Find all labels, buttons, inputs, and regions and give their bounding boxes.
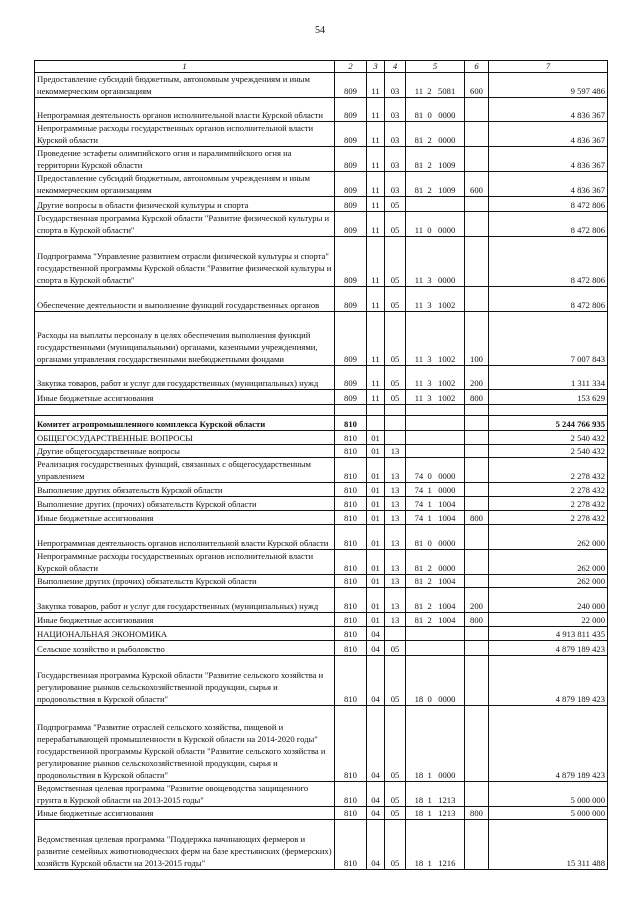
cell-subsection: 03	[385, 147, 406, 172]
cell-subsection: 13	[385, 497, 406, 511]
cell-amount: 2 540 432	[489, 431, 608, 445]
cell-section: 01	[367, 497, 385, 511]
cell-amount: 8 472 806	[489, 197, 608, 212]
cell-subsection	[385, 405, 406, 416]
cell-name: Иные бюджетные ассигнования	[35, 511, 335, 525]
cell-expense-type	[465, 445, 489, 458]
cell-section: 11	[367, 237, 385, 287]
cell-subsection: 05	[385, 782, 406, 807]
cell-grbs: 810	[335, 641, 367, 656]
cell-amount: 22 000	[489, 613, 608, 627]
cell-amount: 4 836 367	[489, 98, 608, 122]
cell-expense-type	[465, 212, 489, 237]
cell-subsection: 13	[385, 613, 406, 627]
cell-amount: 2 278 432	[489, 497, 608, 511]
cell-expense-type: 200	[465, 588, 489, 613]
cell-amount: 4 836 367	[489, 122, 608, 147]
col-header-pr: 4	[385, 61, 406, 73]
cell-name: Иные бюджетные ассигнования	[35, 807, 335, 820]
table-row	[35, 197, 608, 212]
cell-grbs: 810	[335, 613, 367, 627]
cell-subsection	[385, 416, 406, 431]
col-header-amount: 7	[489, 61, 608, 73]
cell-name: Ведомственная целевая программа "Развитие овощеводства защищенного грунта в Курской области на 2013-2015 годы"	[35, 782, 335, 807]
cell-grbs: 810	[335, 445, 367, 458]
cell-section: 11	[367, 390, 385, 405]
cell-target-article: 11 2 5081	[406, 73, 465, 98]
cell-grbs: 809	[335, 73, 367, 98]
table-row	[35, 73, 608, 98]
cell-target-article: 81 0 0000	[406, 98, 465, 122]
cell-expense-type	[465, 656, 489, 706]
cell-section: 01	[367, 511, 385, 525]
cell-name: Иные бюджетные ассигнования	[35, 613, 335, 627]
col-header-csr: 5	[406, 61, 465, 73]
cell-expense-type	[465, 497, 489, 511]
cell-amount: 240 000	[489, 588, 608, 613]
cell-subsection: 13	[385, 588, 406, 613]
table-row	[35, 122, 608, 147]
cell-target-article: 81 0 0000	[406, 525, 465, 550]
cell-name: Закупка товаров, работ и услуг для государственных (муниципальных) нужд	[35, 588, 335, 613]
cell-amount: 4 836 367	[489, 172, 608, 197]
cell-expense-type	[465, 550, 489, 575]
cell-grbs: 809	[335, 237, 367, 287]
cell-grbs: 810	[335, 782, 367, 807]
cell-grbs: 810	[335, 656, 367, 706]
cell-target-article: 11 3 0000	[406, 237, 465, 287]
cell-target-article	[406, 416, 465, 431]
cell-grbs: 810	[335, 588, 367, 613]
cell-grbs: 810	[335, 575, 367, 588]
cell-target-article: 18 1 1213	[406, 807, 465, 820]
table-row	[35, 445, 608, 458]
cell-expense-type	[465, 147, 489, 172]
cell-section: 11	[367, 197, 385, 212]
cell-grbs: 809	[335, 197, 367, 212]
cell-grbs: 809	[335, 312, 367, 366]
cell-grbs: 810	[335, 416, 367, 431]
cell-subsection: 13	[385, 550, 406, 575]
cell-amount: 4 879 189 423	[489, 706, 608, 782]
cell-expense-type	[465, 575, 489, 588]
cell-name: Другие общегосударственные вопросы	[35, 445, 335, 458]
table-row	[35, 212, 608, 237]
cell-target-article: 81 2 0000	[406, 550, 465, 575]
cell-subsection: 13	[385, 575, 406, 588]
cell-target-article: 81 2 1004	[406, 575, 465, 588]
cell-section: 04	[367, 627, 385, 641]
cell-expense-type	[465, 237, 489, 287]
cell-grbs: 810	[335, 627, 367, 641]
cell-name: Выполнение других (прочих) обязательств Курской области	[35, 497, 335, 511]
cell-name: Сельское хозяйство и рыболовство	[35, 641, 335, 656]
table-row	[35, 431, 608, 445]
cell-name: Расходы на выплаты персоналу в целях обеспечения выполнения функций государственными (муниципальными) органами, казенными учреждениями, органами управления государственными внебюджетными фондами	[35, 312, 335, 366]
cell-target-article: 11 3 1002	[406, 366, 465, 390]
cell-subsection: 05	[385, 706, 406, 782]
cell-amount: 5 244 766 935	[489, 416, 608, 431]
table-row	[35, 807, 608, 820]
cell-subsection: 13	[385, 445, 406, 458]
cell-expense-type: 800	[465, 807, 489, 820]
cell-section: 04	[367, 782, 385, 807]
cell-grbs: 809	[335, 366, 367, 390]
table-row	[35, 390, 608, 405]
cell-section: 04	[367, 807, 385, 820]
cell-subsection	[385, 627, 406, 641]
cell-amount: 7 007 843	[489, 312, 608, 366]
cell-section	[367, 405, 385, 416]
cell-subsection: 13	[385, 483, 406, 497]
cell-expense-type: 200	[465, 366, 489, 390]
cell-target-article: 18 1 1213	[406, 782, 465, 807]
cell-grbs: 810	[335, 511, 367, 525]
cell-expense-type	[465, 431, 489, 445]
cell-section: 11	[367, 366, 385, 390]
cell-expense-type	[465, 820, 489, 870]
cell-subsection: 13	[385, 511, 406, 525]
cell-target-article	[406, 405, 465, 416]
cell-name: Обеспечение деятельности и выполнение функций государственных органов	[35, 287, 335, 312]
table-row	[35, 172, 608, 197]
cell-name: Непрограммные расходы государственных органов исполнительной власти Курской области	[35, 122, 335, 147]
cell-grbs: 809	[335, 172, 367, 197]
cell-expense-type	[465, 641, 489, 656]
cell-target-article	[406, 445, 465, 458]
spacer-row	[35, 405, 608, 416]
cell-grbs: 810	[335, 497, 367, 511]
cell-target-article: 81 2 1004	[406, 588, 465, 613]
col-header-gr: 2	[335, 61, 367, 73]
cell-target-article: 11 3 1002	[406, 287, 465, 312]
cell-amount: 15 311 488	[489, 820, 608, 870]
cell-grbs: 809	[335, 287, 367, 312]
table-row	[35, 416, 608, 431]
cell-name: Выполнение других обязательств Курской области	[35, 483, 335, 497]
cell-expense-type	[465, 706, 489, 782]
cell-name: Непрограмная деятельность органов исполнительной власти Курской области	[35, 98, 335, 122]
table-row	[35, 550, 608, 575]
table-row	[35, 237, 608, 287]
cell-subsection	[385, 431, 406, 445]
col-header-name: 1	[35, 61, 335, 73]
cell-name: Подпрограмма "Управление развитием отрасли физической культуры и спорта" государственной программы Курской области "Развитие физической культуры и спорта в Курской области"	[35, 237, 335, 287]
cell-section: 11	[367, 212, 385, 237]
cell-amount: 262 000	[489, 525, 608, 550]
table-row	[35, 706, 608, 782]
cell-name: Предоставление субсидий бюджетным, автономным учреждениям и иным некоммерческим организациям	[35, 73, 335, 98]
cell-subsection: 05	[385, 641, 406, 656]
cell-section: 11	[367, 172, 385, 197]
cell-target-article: 81 2 1004	[406, 613, 465, 627]
cell-amount: 2 278 432	[489, 483, 608, 497]
cell-subsection: 05	[385, 287, 406, 312]
cell-section: 01	[367, 458, 385, 483]
cell-subsection: 05	[385, 656, 406, 706]
cell-name: Непрограммные расходы государственных органов исполнительной власти Курской области	[35, 550, 335, 575]
cell-name: Непрограммная деятельность органов исполнительной власти Курской области	[35, 525, 335, 550]
cell-amount: 9 597 486	[489, 73, 608, 98]
cell-target-article	[406, 627, 465, 641]
col-header-rz: 3	[367, 61, 385, 73]
cell-grbs: 810	[335, 820, 367, 870]
cell-target-article: 18 0 0000	[406, 656, 465, 706]
cell-section: 01	[367, 483, 385, 497]
cell-name: НАЦИОНАЛЬНАЯ ЭКОНОМИКА	[35, 627, 335, 641]
cell-subsection: 13	[385, 525, 406, 550]
cell-subsection: 03	[385, 73, 406, 98]
table-row	[35, 641, 608, 656]
cell-name: Иные бюджетные ассигнования	[35, 390, 335, 405]
cell-expense-type	[465, 483, 489, 497]
cell-grbs: 810	[335, 483, 367, 497]
cell-expense-type	[465, 458, 489, 483]
cell-subsection: 05	[385, 312, 406, 366]
cell-grbs: 809	[335, 212, 367, 237]
cell-section: 11	[367, 98, 385, 122]
cell-subsection: 03	[385, 98, 406, 122]
cell-name: Реализация государственных функций, связанных с общегосударственным управлением	[35, 458, 335, 483]
cell-section	[367, 416, 385, 431]
cell-amount: 8 472 806	[489, 237, 608, 287]
cell-expense-type	[465, 525, 489, 550]
cell-section: 01	[367, 431, 385, 445]
cell-expense-type: 800	[465, 390, 489, 405]
cell-amount: 262 000	[489, 550, 608, 575]
cell-subsection: 03	[385, 172, 406, 197]
table-row	[35, 497, 608, 511]
header-row	[35, 61, 608, 73]
cell-subsection: 05	[385, 807, 406, 820]
cell-expense-type	[465, 122, 489, 147]
cell-expense-type	[465, 197, 489, 212]
cell-grbs: 810	[335, 525, 367, 550]
table-row	[35, 312, 608, 366]
cell-section: 01	[367, 550, 385, 575]
cell-expense-type: 100	[465, 312, 489, 366]
cell-amount: 4 836 367	[489, 147, 608, 172]
cell-name: Закупка товаров, работ и услуг для государственных (муниципальных) нужд	[35, 366, 335, 390]
cell-expense-type: 600	[465, 73, 489, 98]
cell-subsection: 05	[385, 212, 406, 237]
cell-expense-type	[465, 98, 489, 122]
table-row	[35, 613, 608, 627]
cell-name: Государственная программа Курской области "Развитие сельского хозяйства и регулирование рынков сельскохозяйственной продукции, сырья и продовольствия в Курской области"	[35, 656, 335, 706]
cell-subsection: 05	[385, 366, 406, 390]
cell-target-article	[406, 431, 465, 445]
col-header-vr: 6	[465, 61, 489, 73]
cell-name: Другие вопросы в области физической культуры и спорта	[35, 197, 335, 212]
table-row	[35, 458, 608, 483]
cell-subsection: 13	[385, 458, 406, 483]
cell-name: Ведомственная целевая программа "Поддержка начинающих фермеров и развитие семейных животноводческих ферм на базе крестьянских (фермерских) хозяйств Курской области на 2013-2015 годы"	[35, 820, 335, 870]
cell-section: 11	[367, 312, 385, 366]
cell-subsection: 05	[385, 197, 406, 212]
cell-name: Предоставление субсидий бюджетным, автономным учреждениям и иным некоммерческим организациям	[35, 172, 335, 197]
cell-subsection: 05	[385, 237, 406, 287]
cell-section: 04	[367, 706, 385, 782]
cell-grbs: 810	[335, 431, 367, 445]
cell-target-article: 74 1 1004	[406, 497, 465, 511]
cell-grbs: 810	[335, 550, 367, 575]
cell-section: 04	[367, 656, 385, 706]
cell-expense-type	[465, 287, 489, 312]
cell-section: 11	[367, 287, 385, 312]
cell-section: 01	[367, 445, 385, 458]
cell-subsection: 05	[385, 820, 406, 870]
cell-amount: 4 913 811 435	[489, 627, 608, 641]
cell-section: 04	[367, 641, 385, 656]
table-row	[35, 525, 608, 550]
table-row	[35, 483, 608, 497]
cell-expense-type: 600	[465, 172, 489, 197]
cell-name: Проведение эстафеты олимпийского огня и паралимпийского огня на территории Курской области	[35, 147, 335, 172]
cell-name: Выполнение других (прочих) обязательств Курской области	[35, 575, 335, 588]
cell-grbs: 809	[335, 390, 367, 405]
table-row	[35, 656, 608, 706]
cell-section: 01	[367, 588, 385, 613]
cell-grbs: 809	[335, 98, 367, 122]
cell-expense-type: 800	[465, 511, 489, 525]
cell-amount: 8 472 806	[489, 212, 608, 237]
cell-amount: 2 540 432	[489, 445, 608, 458]
cell-amount: 5 000 000	[489, 782, 608, 807]
cell-expense-type	[465, 782, 489, 807]
cell-amount: 153 629	[489, 390, 608, 405]
cell-target-article: 74 1 0000	[406, 483, 465, 497]
cell-expense-type	[465, 405, 489, 416]
cell-target-article	[406, 197, 465, 212]
cell-target-article: 74 0 0000	[406, 458, 465, 483]
table-row	[35, 366, 608, 390]
cell-name: Подпрограмма "Развитие отраслей сельского хозяйства, пищевой и перерабатывающей промышленности в Курской области на 2014-2020 годы" государственной программы Курской области "Развитие сельского хозяйства и регулирование рынков сельскохозяйственной продукции, сырья и продовольствия в Курской области"	[35, 706, 335, 782]
cell-grbs: 810	[335, 458, 367, 483]
table-row	[35, 575, 608, 588]
cell-name: Комитет агропромышленного комплекса Курской области	[35, 416, 335, 431]
cell-name: ОБЩЕГОСУДАРСТВЕННЫЕ ВОПРОСЫ	[35, 431, 335, 445]
cell-subsection: 03	[385, 122, 406, 147]
cell-amount: 2 278 432	[489, 458, 608, 483]
cell-amount: 5 000 000	[489, 807, 608, 820]
cell-expense-type	[465, 627, 489, 641]
table-row	[35, 147, 608, 172]
cell-target-article: 81 2 0000	[406, 122, 465, 147]
cell-target-article	[406, 641, 465, 656]
table-row	[35, 98, 608, 122]
cell-expense-type: 800	[465, 613, 489, 627]
cell-name	[35, 405, 335, 416]
cell-grbs: 810	[335, 807, 367, 820]
table-body	[35, 73, 608, 870]
page-number: 54	[315, 25, 325, 36]
table-row	[35, 627, 608, 641]
cell-target-article: 81 2 1009	[406, 172, 465, 197]
cell-section: 01	[367, 575, 385, 588]
cell-amount	[489, 405, 608, 416]
cell-section: 11	[367, 147, 385, 172]
cell-target-article: 11 0 0000	[406, 212, 465, 237]
cell-grbs: 809	[335, 147, 367, 172]
cell-target-article: 18 1 1216	[406, 820, 465, 870]
cell-grbs	[335, 405, 367, 416]
cell-section: 01	[367, 613, 385, 627]
cell-target-article: 18 1 0000	[406, 706, 465, 782]
cell-amount: 2 278 432	[489, 511, 608, 525]
cell-section: 04	[367, 820, 385, 870]
table-row	[35, 511, 608, 525]
table-row	[35, 287, 608, 312]
cell-section: 11	[367, 73, 385, 98]
cell-amount: 262 000	[489, 575, 608, 588]
cell-amount: 4 879 189 423	[489, 656, 608, 706]
cell-amount: 8 472 806	[489, 287, 608, 312]
table-row	[35, 782, 608, 807]
cell-target-article: 74 1 1004	[406, 511, 465, 525]
table-row	[35, 820, 608, 870]
cell-target-article: 11 3 1002	[406, 312, 465, 366]
cell-grbs: 810	[335, 706, 367, 782]
cell-expense-type	[465, 416, 489, 431]
cell-grbs: 809	[335, 122, 367, 147]
cell-section: 01	[367, 525, 385, 550]
budget-table	[34, 60, 608, 870]
table-row	[35, 588, 608, 613]
cell-target-article: 81 2 1009	[406, 147, 465, 172]
cell-name: Государственная программа Курской области "Развитие физической культуры и спорта в Курской области"	[35, 212, 335, 237]
cell-section: 11	[367, 122, 385, 147]
cell-amount: 1 311 334	[489, 366, 608, 390]
cell-target-article: 11 3 1002	[406, 390, 465, 405]
cell-amount: 4 879 189 423	[489, 641, 608, 656]
cell-subsection: 05	[385, 390, 406, 405]
